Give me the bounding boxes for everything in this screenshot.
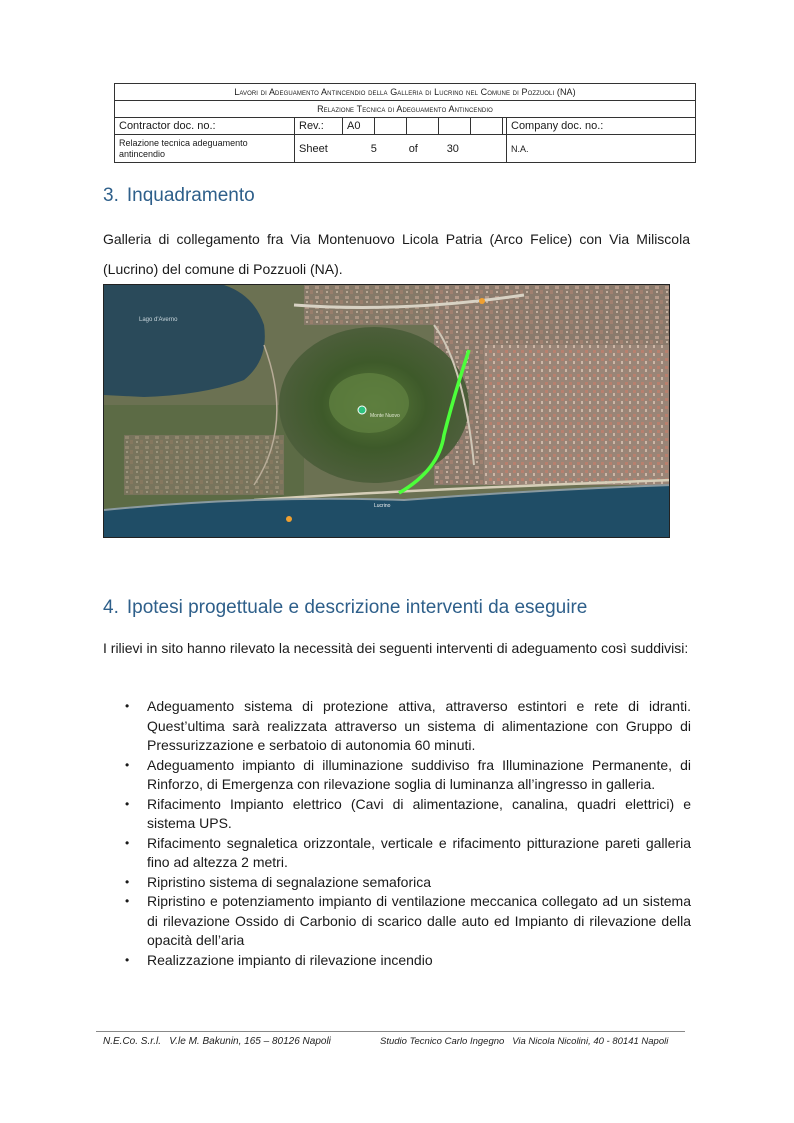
rev-value: A0 [343,118,375,135]
sheet-number: 5 [370,142,377,155]
interventions-list [125,697,691,970]
rev-cell [439,118,471,135]
section-3-text: Galleria di collegamento fra Via Montenuovo Licola Patria (Arco Felice) con Via Miliscola (Lucrino) del comune di Pozzuoli (NA). [103,231,690,277]
satellite-map-image [104,285,670,538]
section-4-title: Ipotesi progettuale e descrizione interventi da eseguire [126,597,588,618]
mount-label: Monte Nuovo [370,413,400,419]
company-doc-label: Company doc. no.: [507,118,696,135]
bullet-icon: • [125,874,130,889]
bullet-icon: • [125,952,130,967]
section-4-heading [103,597,587,619]
list-item: • Rifacimento segnaletica orizzontale, verticale e rifacimento pitturazione pareti galleria fino ad altezza 2 metri. [125,834,691,870]
list-item: • Ripristino sistema di segnalazione semaforica [125,873,691,893]
list-item: • Adeguamento impianto di illuminazione suddiviso fra Illuminazione Permanente, di Rinforzo, di Emergenza con rilevazione soglia di luminanza all’ingresso in galleria. [125,756,691,792]
rev-label: Rev.: [295,118,343,135]
section-4-number: 4. [103,597,119,618]
footer-left: N.E.Co. S.r.l. V.le M. Bakunin, 165 – 80126 Napoli [103,1036,331,1047]
bullet-icon: • [125,757,130,772]
lake-label: Lago d'Averno [139,317,178,323]
footer-right: Studio Tecnico Carlo Ingegno Via Nicola Nicolini, 40 - 80141 Napoli [380,1036,669,1047]
rev-cell [407,118,439,135]
station-label: Lucrino [374,503,391,509]
section-3-title: Inquadramento [126,185,255,206]
company-doc-value: N.A. [507,135,696,163]
list-item: • Rifacimento Impianto elettrico (Cavi di alimentazione, canalina, quadri elettrici) e sistema UPS. [125,795,691,831]
footer-divider [96,1031,685,1032]
lake-shape [104,285,265,397]
document-header-table [114,83,696,163]
section-4-intro: I rilievi in sito hanno rilevato la necessità dei seguenti interventi di adeguamento così suddivisi: [103,640,689,656]
report-title: Relazione Tecnica di Adeguamento Antincendio [115,101,696,118]
of-label: of [408,142,418,155]
bullet-icon: • [125,894,130,908]
sheet-total: 30 [446,142,459,155]
contractor-doc-label: Contractor doc. no.: [115,118,295,135]
satellite-map [103,284,670,538]
list-item: • Adeguamento sistema di protezione attiva, attraverso estintori e rete di idranti. Quest’ultima sarà realizzata attraverso un sistema di alimentazione con Gruppo di Pressurizzazione e serbatoio di autonomia 60 minuti. [125,698,691,753]
sheet-info [295,135,507,163]
bullet-icon: • [125,796,130,811]
section-3-number: 3. [103,185,119,206]
bullet-icon: • [125,835,130,850]
project-title: Lavori di Adeguamento Antincendio della Galleria di Lucrino nel Comune di Pozzuoli (NA) [115,84,696,101]
section-3-heading [103,185,255,207]
list-item: • Ripristino e potenziamento impianto di ventilazione meccanica collegato ad un sistema di rilevazione Ossido di Carbonio di scarico dalle auto ed Impianto di rilevazione della opacità dell’aria [125,893,691,948]
document-name: Relazione tecnica adeguamento antincendio [115,135,295,163]
bullet-icon: • [125,699,130,713]
rev-cell [375,118,407,135]
rev-cell [471,118,503,135]
sheet-label: Sheet [299,142,328,155]
list-item: • Realizzazione impianto di rilevazione incendio [125,951,691,971]
